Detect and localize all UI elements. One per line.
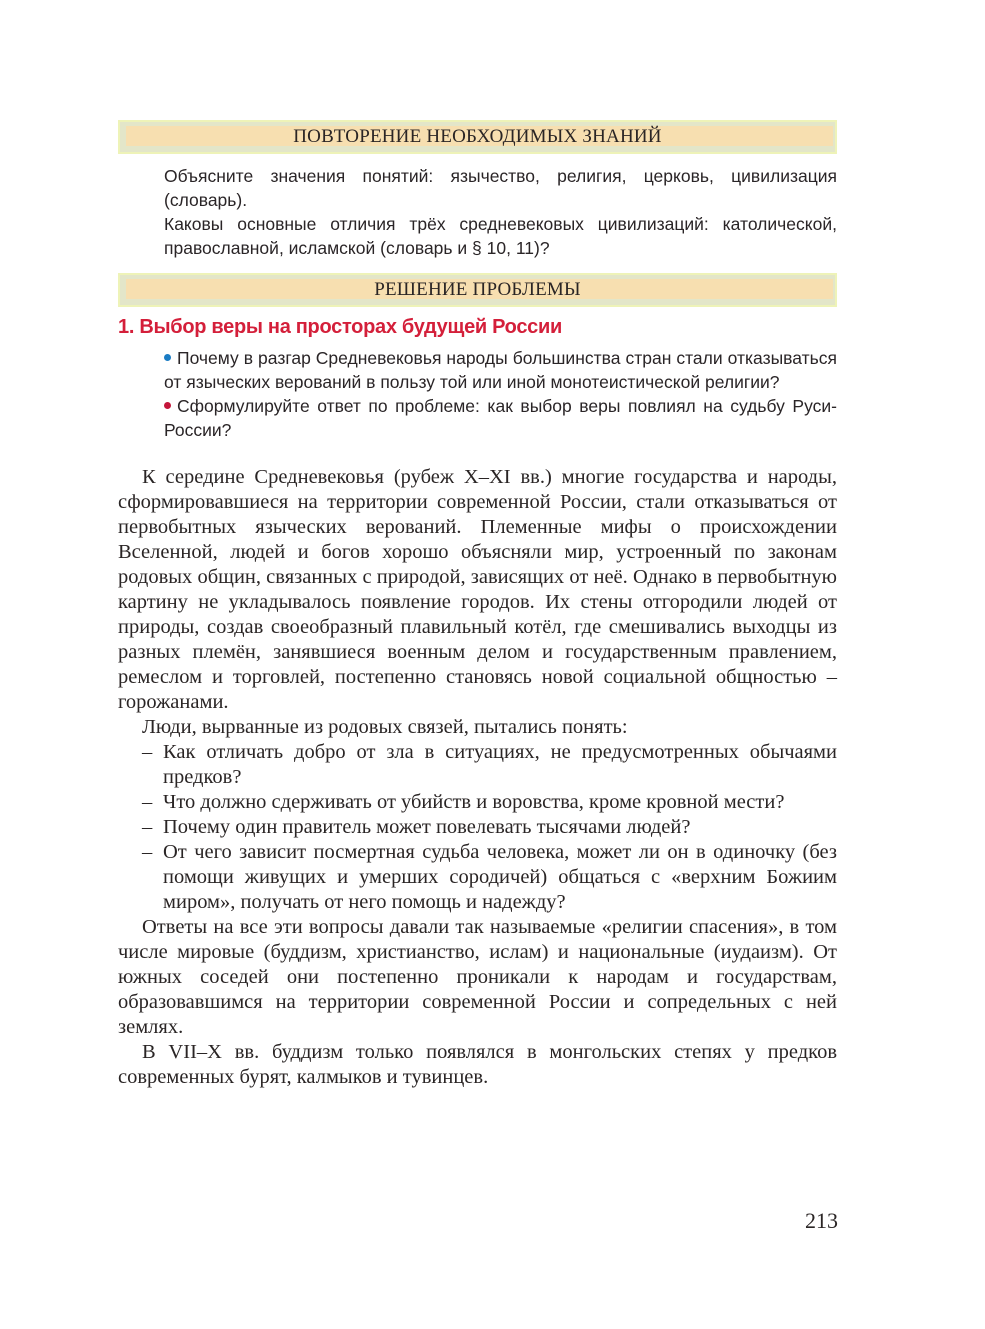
body-paragraph: К середине Средневековья (рубеж X–XI вв.) многие государства и народы, сформировавшиеся на территории современной России, стали отказываться от первобытных языческих верований. Племенные мифы о происхождении Вселенной, людей и богов хорошо объясняли мир, устроенный по законам родовых общин, связанных с природой, зависящих от неё. Однако в первобытную картину не укладывалось появление городов. Их стены отгородили людей от природы, создав своеобразный плавильный котёл, где смешивались выходцы из разных племён, занявшиеся военным делом и государственным правлением, ремеслом и торговлей, постепенно становясь новой социальной общностью – горожанами. xyxy=(118,466,837,713)
problem-heading: 1. Выбор веры на просторах будущей России xyxy=(118,316,562,338)
list-item xyxy=(142,840,837,915)
problem-section-title: РЕШЕНИЕ ПРОБЛЕМЫ xyxy=(374,279,581,300)
list-item-text: Что должно сдерживать от убийств и воровства, кроме кровной мести? xyxy=(163,791,785,813)
dash-marker: – xyxy=(142,791,153,813)
problem-question-text: Почему в разгар Средневековья народы большинства стран стали отказываться от языческих верований в пользу той или иной монотеистической религии? xyxy=(164,348,837,392)
review-question: Объясните значения понятий: язычество, религия, церковь, цивилизация (словарь). xyxy=(164,166,837,210)
question-list xyxy=(118,740,837,915)
list-item xyxy=(142,815,837,840)
list-item xyxy=(142,790,837,815)
body-paragraph: В VII–X вв. буддизм только появлялся в монгольских степях у предков современных бурят, калмыков и тувинцев. xyxy=(118,1041,837,1088)
blue-bullet-icon xyxy=(164,354,171,361)
dash-marker: – xyxy=(142,741,153,763)
list-item-text: От чего зависит посмертная судьба человека, может ли он в одиночку (без помощи живущих и умерших сородичей) общаться с «верхним Божиим миром», получать от него помощь и надежду? xyxy=(163,841,837,913)
list-item-text: Как отличать добро от зла в ситуациях, не предусмотренных обычаями предков? xyxy=(163,741,837,788)
review-questions xyxy=(164,164,837,260)
red-bullet-icon xyxy=(164,402,171,409)
review-question: Каковы основные отличия трёх средневековых цивилизаций: католической, православной, исламской (словарь и § 10, 11)? xyxy=(164,214,837,258)
problem-question xyxy=(164,394,837,442)
list-item-text: Почему один правитель может повелевать тысячами людей? xyxy=(163,816,691,838)
problem-question xyxy=(164,346,837,394)
page-number: 213 xyxy=(805,1208,838,1233)
body-paragraph: Ответы на все эти вопросы давали так называемые «религии спасения», в том числе мировые (буддизм, христианство, ислам) и национальные (иудаизм). От южных соседей они постепенно проникали к народам и государствам, образовавшимся на территории современной России и сопредельных с ней землях. xyxy=(118,916,837,1038)
main-text xyxy=(118,465,837,1090)
dash-marker: – xyxy=(142,841,153,863)
problem-questions xyxy=(164,346,837,442)
list-item xyxy=(142,740,837,790)
problem-section-header xyxy=(118,273,837,307)
problem-question-text: Сформулируйте ответ по проблеме: как выбор веры повлиял на судьбу Руси-России? xyxy=(164,396,837,440)
review-section-header xyxy=(118,120,837,154)
dash-marker: – xyxy=(142,816,153,838)
body-paragraph: Люди, вырванные из родовых связей, пытались понять: xyxy=(142,716,628,738)
review-section-title: ПОВТОРЕНИЕ НЕОБХОДИМЫХ ЗНАНИЙ xyxy=(293,126,662,147)
